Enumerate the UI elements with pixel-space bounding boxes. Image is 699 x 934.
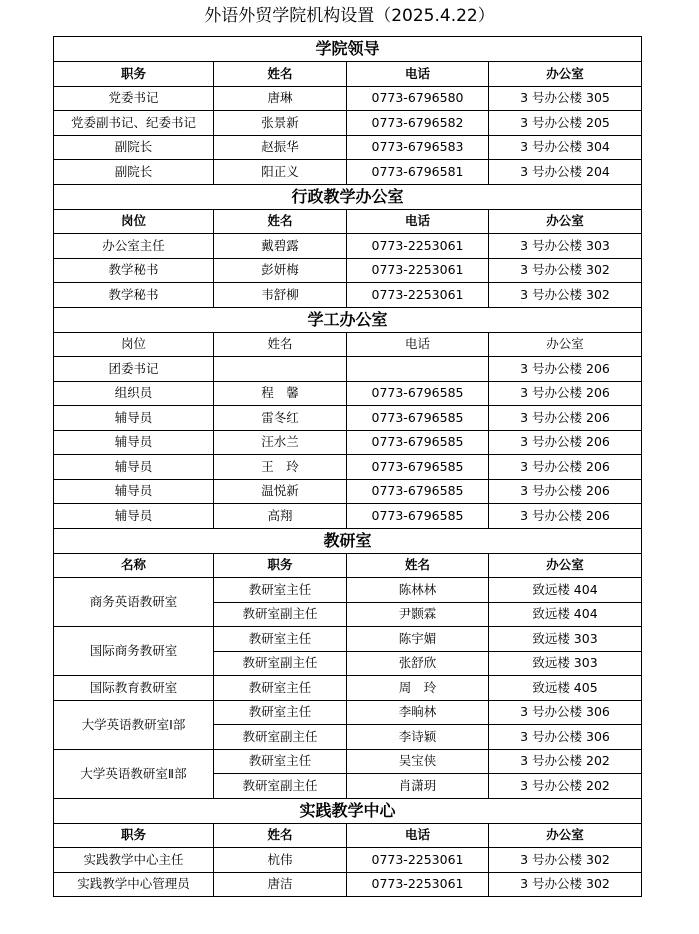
office-cell: 3 号办公楼 206 <box>489 357 642 382</box>
position-cell: 教研室副主任 <box>214 774 347 799</box>
office-cell: 致远楼 303 <box>489 651 642 676</box>
position-cell: 教研室主任 <box>214 749 347 774</box>
name-cell: 程 馨 <box>214 381 347 406</box>
office-cell: 致远楼 404 <box>489 578 642 603</box>
position-cell: 辅导员 <box>54 430 214 455</box>
phone-cell: 0773-6796585 <box>347 479 489 504</box>
column-header: 电话 <box>347 62 489 87</box>
column-header: 姓名 <box>214 209 347 234</box>
position-cell: 教研室主任 <box>214 627 347 652</box>
office-cell: 3 号办公楼 202 <box>489 749 642 774</box>
table-row <box>54 676 642 701</box>
column-header: 职务 <box>54 823 214 848</box>
column-header: 姓名 <box>347 553 489 578</box>
name-cell: 唐琳 <box>214 86 347 111</box>
office-cell: 3 号办公楼 303 <box>489 234 642 259</box>
org-structure-table <box>53 36 642 897</box>
name-cell: 杭伟 <box>214 848 347 873</box>
office-cell: 3 号办公楼 302 <box>489 283 642 308</box>
header-row <box>54 62 642 87</box>
position-cell: 教研室主任 <box>214 676 347 701</box>
table-row <box>54 848 642 873</box>
name-cell: 周 玲 <box>347 676 489 701</box>
column-header: 办公室 <box>489 823 642 848</box>
column-header: 办公室 <box>489 332 642 357</box>
position-cell: 团委书记 <box>54 357 214 382</box>
office-cell: 致远楼 405 <box>489 676 642 701</box>
name-cell: 肖潇玥 <box>347 774 489 799</box>
column-header: 职务 <box>214 553 347 578</box>
research-group-name: 国际教育教研室 <box>54 676 214 701</box>
position-cell: 实践教学中心管理员 <box>54 872 214 897</box>
name-cell: 王 玲 <box>214 455 347 480</box>
office-cell: 3 号办公楼 206 <box>489 504 642 529</box>
name-cell: 温悦新 <box>214 479 347 504</box>
position-cell: 副院长 <box>54 135 214 160</box>
name-cell: 彭妍梅 <box>214 258 347 283</box>
position-cell: 辅导员 <box>54 504 214 529</box>
phone-cell: 0773-6796580 <box>347 86 489 111</box>
table-row <box>54 160 642 185</box>
name-cell: 吴宝侠 <box>347 749 489 774</box>
table-row <box>54 406 642 431</box>
name-cell: 唐洁 <box>214 872 347 897</box>
office-cell: 3 号办公楼 302 <box>489 258 642 283</box>
name-cell: 陈宇媚 <box>347 627 489 652</box>
table-row <box>54 700 642 725</box>
name-cell: 雷冬红 <box>214 406 347 431</box>
table-row <box>54 86 642 111</box>
table-row <box>54 749 642 774</box>
name-cell: 陈林林 <box>347 578 489 603</box>
name-cell: 阳正义 <box>214 160 347 185</box>
position-cell: 副院长 <box>54 160 214 185</box>
office-cell: 3 号办公楼 306 <box>489 700 642 725</box>
column-header: 职务 <box>54 62 214 87</box>
name-cell: 汪水兰 <box>214 430 347 455</box>
phone-cell: 0773-2253061 <box>347 872 489 897</box>
column-header: 办公室 <box>489 209 642 234</box>
section-title: 教研室 <box>54 528 642 553</box>
position-cell: 办公室主任 <box>54 234 214 259</box>
position-cell: 教研室副主任 <box>214 725 347 750</box>
name-cell: 尹颢霖 <box>347 602 489 627</box>
phone-cell: 0773-6796585 <box>347 455 489 480</box>
document-title: 外语外贸学院机构设置（2025.4.22） <box>204 6 495 26</box>
section-title: 行政教学办公室 <box>54 184 642 209</box>
position-cell: 党委副书记、纪委书记 <box>54 111 214 136</box>
column-header: 名称 <box>54 553 214 578</box>
column-header: 办公室 <box>489 62 642 87</box>
office-cell: 3 号办公楼 206 <box>489 381 642 406</box>
section-title: 实践教学中心 <box>54 798 642 823</box>
header-row <box>54 332 642 357</box>
phone-cell: 0773-2253061 <box>347 283 489 308</box>
position-cell: 教学秘书 <box>54 258 214 283</box>
office-cell: 3 号办公楼 206 <box>489 430 642 455</box>
office-cell: 致远楼 404 <box>489 602 642 627</box>
position-cell: 辅导员 <box>54 406 214 431</box>
name-cell: 李诗颖 <box>347 725 489 750</box>
name-cell <box>214 357 347 382</box>
office-cell: 3 号办公楼 206 <box>489 406 642 431</box>
name-cell: 张景新 <box>214 111 347 136</box>
name-cell: 张舒欣 <box>347 651 489 676</box>
phone-cell: 0773-6796585 <box>347 406 489 431</box>
position-cell: 教研室主任 <box>214 700 347 725</box>
table-row <box>54 381 642 406</box>
column-header: 电话 <box>347 209 489 234</box>
office-cell: 3 号办公楼 302 <box>489 848 642 873</box>
position-cell: 党委书记 <box>54 86 214 111</box>
table-row <box>54 283 642 308</box>
section-row <box>54 184 642 209</box>
section-row <box>54 528 642 553</box>
office-cell: 3 号办公楼 304 <box>489 135 642 160</box>
section-row <box>54 307 642 332</box>
table-row <box>54 455 642 480</box>
table-row <box>54 234 642 259</box>
research-group-name: 大学英语教研室Ⅰ部 <box>54 700 214 749</box>
phone-cell: 0773-6796585 <box>347 430 489 455</box>
header-row <box>54 553 642 578</box>
phone-cell <box>347 357 489 382</box>
header-row <box>54 209 642 234</box>
column-header: 电话 <box>347 823 489 848</box>
research-group-name: 大学英语教研室Ⅱ部 <box>54 749 214 798</box>
office-cell: 3 号办公楼 205 <box>489 111 642 136</box>
phone-cell: 0773-2253061 <box>347 848 489 873</box>
table-row <box>54 430 642 455</box>
table-row <box>54 135 642 160</box>
section-title: 学院领导 <box>54 37 642 62</box>
table-row <box>54 479 642 504</box>
office-cell: 3 号办公楼 206 <box>489 455 642 480</box>
office-cell: 3 号办公楼 302 <box>489 872 642 897</box>
column-header: 电话 <box>347 332 489 357</box>
table-row <box>54 357 642 382</box>
phone-cell: 0773-2253061 <box>347 258 489 283</box>
section-row <box>54 37 642 62</box>
research-group-name: 国际商务教研室 <box>54 627 214 676</box>
name-cell: 李晌林 <box>347 700 489 725</box>
name-cell: 赵振华 <box>214 135 347 160</box>
office-cell: 3 号办公楼 202 <box>489 774 642 799</box>
column-header: 姓名 <box>214 62 347 87</box>
column-header: 姓名 <box>214 332 347 357</box>
column-header: 岗位 <box>54 209 214 234</box>
column-header: 岗位 <box>54 332 214 357</box>
position-cell: 组织员 <box>54 381 214 406</box>
table-row <box>54 578 642 603</box>
header-row <box>54 823 642 848</box>
name-cell: 高翔 <box>214 504 347 529</box>
table-row <box>54 258 642 283</box>
office-cell: 3 号办公楼 204 <box>489 160 642 185</box>
position-cell: 辅导员 <box>54 455 214 480</box>
office-cell: 3 号办公楼 306 <box>489 725 642 750</box>
phone-cell: 0773-2253061 <box>347 234 489 259</box>
table-row <box>54 504 642 529</box>
table-row <box>54 627 642 652</box>
column-header: 姓名 <box>214 823 347 848</box>
position-cell: 实践教学中心主任 <box>54 848 214 873</box>
position-cell: 教学秘书 <box>54 283 214 308</box>
section-title: 学工办公室 <box>54 307 642 332</box>
office-cell: 3 号办公楼 206 <box>489 479 642 504</box>
office-cell: 3 号办公楼 305 <box>489 86 642 111</box>
office-cell: 致远楼 303 <box>489 627 642 652</box>
section-row <box>54 798 642 823</box>
name-cell: 戴碧露 <box>214 234 347 259</box>
position-cell: 教研室副主任 <box>214 602 347 627</box>
position-cell: 教研室主任 <box>214 578 347 603</box>
position-cell: 辅导员 <box>54 479 214 504</box>
research-group-name: 商务英语教研室 <box>54 578 214 627</box>
table-row <box>54 111 642 136</box>
phone-cell: 0773-6796581 <box>347 160 489 185</box>
name-cell: 韦舒柳 <box>214 283 347 308</box>
table-row <box>54 872 642 897</box>
phone-cell: 0773-6796585 <box>347 381 489 406</box>
column-header: 办公室 <box>489 553 642 578</box>
phone-cell: 0773-6796582 <box>347 111 489 136</box>
phone-cell: 0773-6796583 <box>347 135 489 160</box>
phone-cell: 0773-6796585 <box>347 504 489 529</box>
position-cell: 教研室副主任 <box>214 651 347 676</box>
